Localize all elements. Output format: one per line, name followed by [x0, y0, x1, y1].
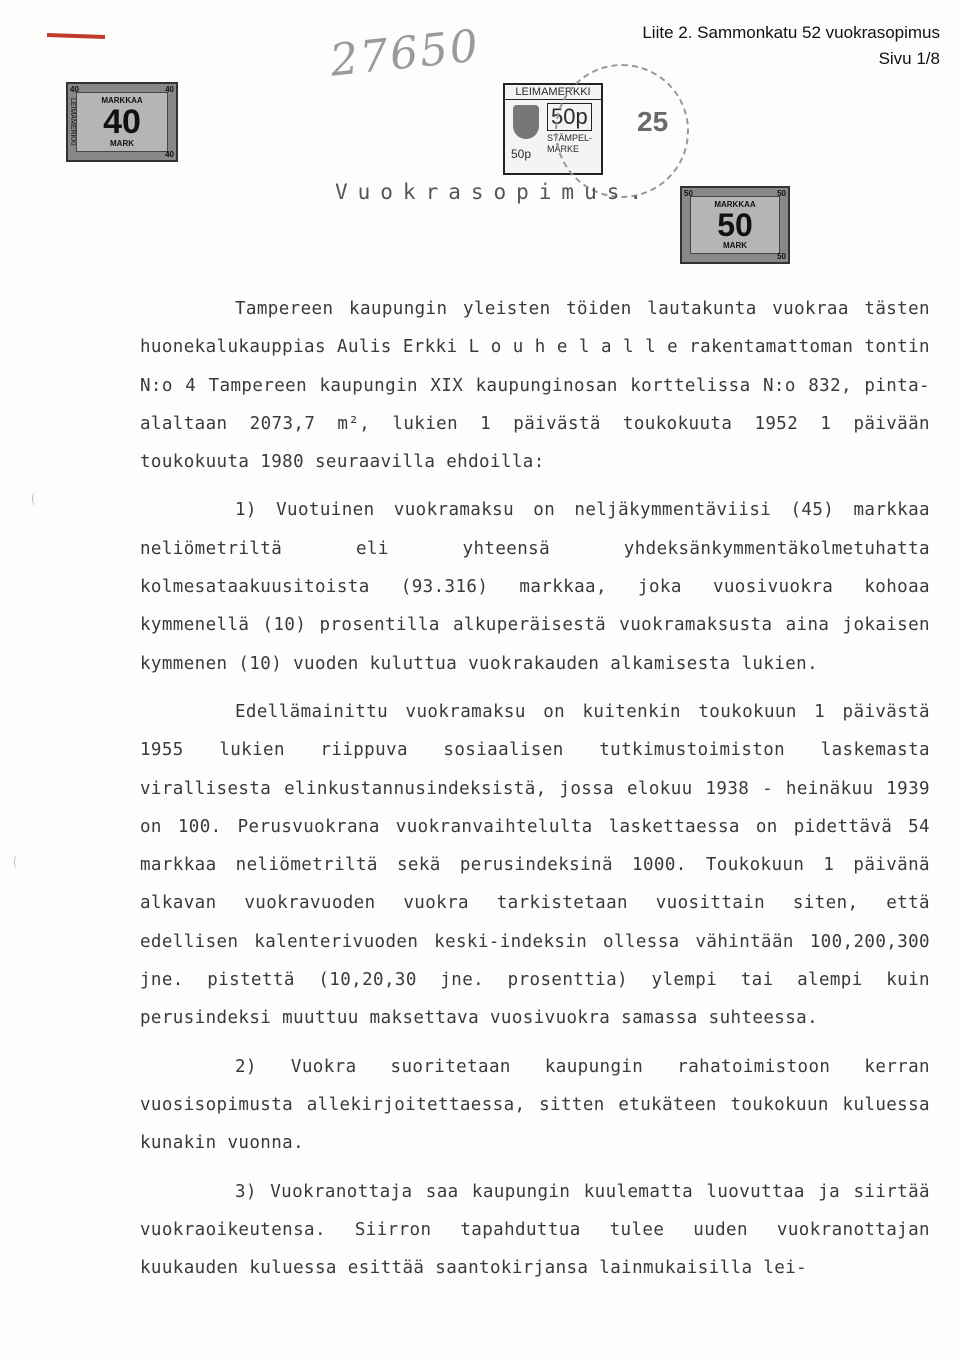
punch-hole-mark: [32, 492, 39, 506]
stamp-50-corner: 50: [777, 252, 786, 261]
stamp-50-value: 50: [717, 207, 753, 243]
paragraph-transfer: 3) Vuokranottaja saa kaupungin kuulematta luovuttaa ja siirtää vuokraoikeutensa. Siirron tapahduttua tulee uuden vuokranottajan kuukauden kuluessa esittää saantokirjansa lainmukaisilla lei-: [140, 1181, 930, 1279]
page-header: [642, 20, 940, 72]
stamp-50p-value: 50p: [547, 103, 592, 131]
stamp-50p-label: LEIMAMERKKI: [505, 85, 601, 100]
page-number: Sivu 1/8: [878, 49, 940, 68]
postmark-day: 25: [637, 106, 669, 137]
contract-body: [140, 290, 930, 1287]
punch-hole-mark: [14, 855, 21, 869]
stamp-40-side-label: LEIMAMERKKI: [69, 98, 76, 146]
stamp-40-mark: MARK: [110, 139, 134, 148]
stamp-40-corner: 40: [165, 150, 174, 159]
stamp-40-currency: MARKKAA: [101, 96, 143, 105]
attachment-title: Liite 2. Sammonkatu 52 vuokrasopimus: [642, 23, 940, 42]
paragraph-payment: 2) Vuokra suoritetaan kaupungin rahatoimistoon kerran vuosisopimusta allekirjoitettaessa, sitten etukäteen toukokuun kuluessa kunakin vuonna.: [140, 1056, 930, 1154]
stamp-40-corner: 40: [70, 85, 79, 94]
paragraph-intro: Tampereen kaupungin yleisten töiden lautakunta vuokraa tästen huonekalukauppias Aulis Erkki L o u h e l a l l e rakentamattoman tontin N:o 4 Tampereen kaupungin XIX kaupunginosan korttelissa N:o 832, pinta-alaltaan 2073,7 m², lukien 1 päivästä toukokuuta 1952 1 päivään toukokuuta 1980 seuraavilla ehdoilla:: [140, 299, 930, 473]
coat-of-arms-icon: [513, 105, 539, 139]
stamp-50p-corner: 50p: [511, 147, 532, 161]
paragraph-rent: 1) Vuotuinen vuokramaksu on neljäkymmentäviisi (45) markkaa neliömetriltä eli yhteensä yhdeksänkymmentäkolmetuhatta kolmesataakuusitoista (93.316) markkaa, joka vuosivuokra kohoaa kymmenellä (10) prosentilla alkuperäisestä vuokramaksusta aina jokaisen kymmenen (10) vuoden kuluttua vuokrakauden alkamisesta lukien.: [140, 500, 930, 674]
stamp-50p-subtext: STÄMPEL- MÄRKE: [547, 133, 593, 154]
stamp-40-corner: 40: [165, 85, 174, 94]
stamp-40-value: 40: [103, 103, 141, 141]
cancellation-postmark: [555, 64, 689, 198]
document-title: Vuokrasopimus.: [335, 180, 653, 204]
revenue-stamp-50: [680, 186, 790, 264]
stamp-50-corner: 50: [777, 189, 786, 198]
stamp-50-corner: 50: [684, 189, 693, 198]
red-pen-mark: [47, 33, 105, 39]
stamp-50-mark: MARK: [723, 241, 747, 250]
stamp-50-currency: MARKKAA: [714, 200, 756, 209]
handwritten-archive-number: 27650: [327, 20, 483, 87]
paragraph-index: Edellämainittu vuokramaksu on kuitenkin toukokuun 1 päivästä 1955 lukien riippuva sosiaalisen tutkimustoimiston laskemasta virallisesta elinkustannusindeksistä, jossa elokuu 1938 - heinäkuu 1939 on 100. Perusvuokrana vuokranvaihtelulta laskettaessa on pidettävä 54 markkaa neliömetriltä sekä perusindeksinä 1000. Toukokuun 1 päivänä alkavan vuokravuoden vuokra tarkistetaan vuosittain siten, että edellisen kalenterivuoden keski-indeksin ollessa vähintään 100,200,300 jne. pistettä (10,20,30 jne. prosenttia) ylempi tai alempi kuin perusindeksi muuttuu maksettava vuosivuokra samassa suhteessa.: [140, 701, 930, 1029]
revenue-stamp-40: [66, 82, 178, 162]
